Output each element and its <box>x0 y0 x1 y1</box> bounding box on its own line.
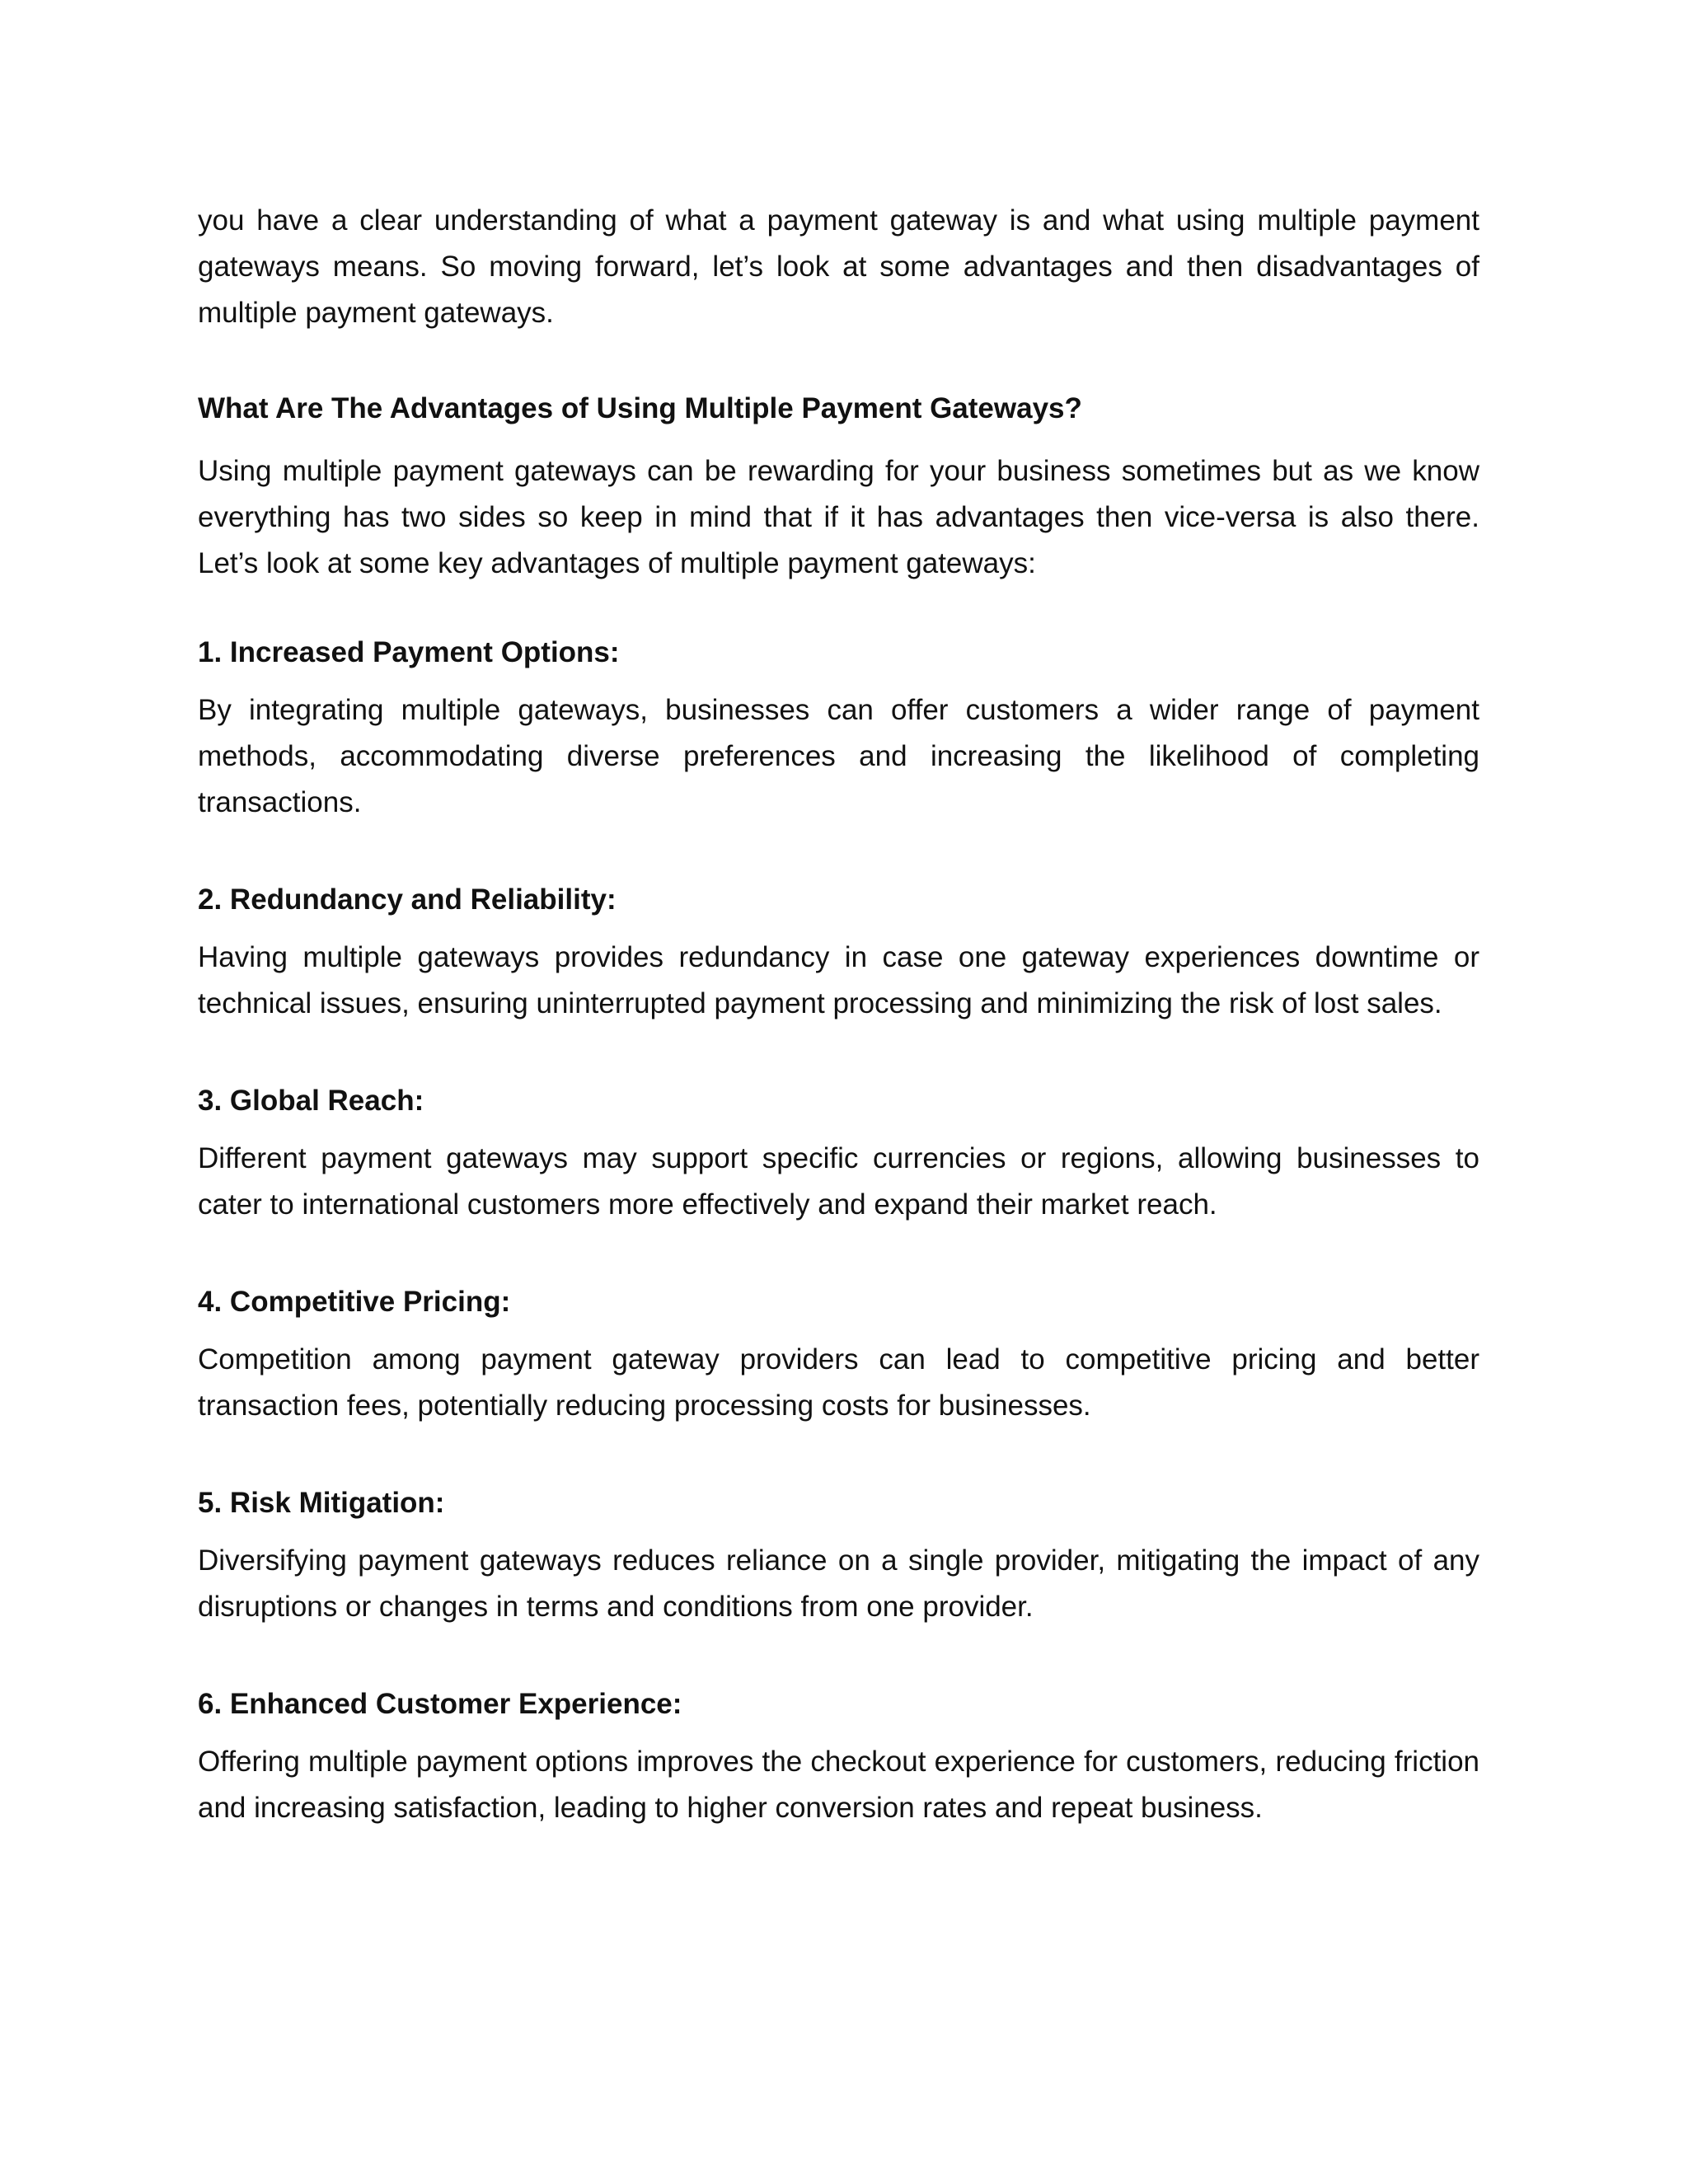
advantage-heading: 5. Risk Mitigation: <box>198 1487 445 1519</box>
advantage-heading: 3. Global Reach: <box>198 1085 424 1117</box>
advantage-text: By integrating multiple gateways, businesses can offer customers a wider range of payment methods, accommodating diverse preferences and increasing the likelihood of completing transactions. <box>198 694 1479 818</box>
advantage-text: Having multiple gateways provides redundancy in case one gateway experiences downtime or technical issues, ensuring uninterrupted payment processing and minimizing the risk of lost sales. <box>198 941 1479 1019</box>
advantage-6 <box>198 1681 1479 1831</box>
intro-paragraph: you have a clear understanding of what a payment gateway is and what using multiple payment gateways means. So moving forward, let’s look at some advantages and then disadvantages of multiple payment gateways. <box>198 204 1479 329</box>
advantage-text: Competition among payment gateway providers can lead to competitive pricing and better transaction fees, potentially reducing processing costs for businesses. <box>198 1343 1479 1422</box>
advantage-heading: 2. Redundancy and Reliability: <box>198 883 617 916</box>
advantage-5 <box>198 1480 1479 1630</box>
advantage-heading: 4. Competitive Pricing: <box>198 1286 511 1318</box>
advantage-text: Offering multiple payment options improves the checkout experience for customers, reducing friction and increasing satisfaction, leading to higher conversion rates and repeat business. <box>198 1746 1479 1824</box>
section-paragraph: Using multiple payment gateways can be rewarding for your business sometimes but as we know everything has two sides so keep in mind that if it has advantages then vice-versa is also there. Let’s look at some key advantages of multiple payment gateways: <box>198 455 1479 579</box>
advantage-heading: 6. Enhanced Customer Experience: <box>198 1688 682 1720</box>
advantage-text: Diversifying payment gateways reduces reliance on a single provider, mitigating the impact of any disruptions or changes in terms and conditions from one provider. <box>198 1544 1479 1623</box>
advantage-heading: 1. Increased Payment Options: <box>198 636 620 668</box>
advantage-4 <box>198 1279 1479 1429</box>
document-page <box>198 198 1479 1882</box>
advantage-1 <box>198 630 1479 826</box>
section-heading: What Are The Advantages of Using Multiple Payment Gateways? <box>198 392 1082 424</box>
advantage-text: Different payment gateways may support specific currencies or regions, allowing businesses to cater to international customers more effectively and expand their market reach. <box>198 1142 1479 1221</box>
advantage-2 <box>198 877 1479 1027</box>
advantage-3 <box>198 1078 1479 1228</box>
